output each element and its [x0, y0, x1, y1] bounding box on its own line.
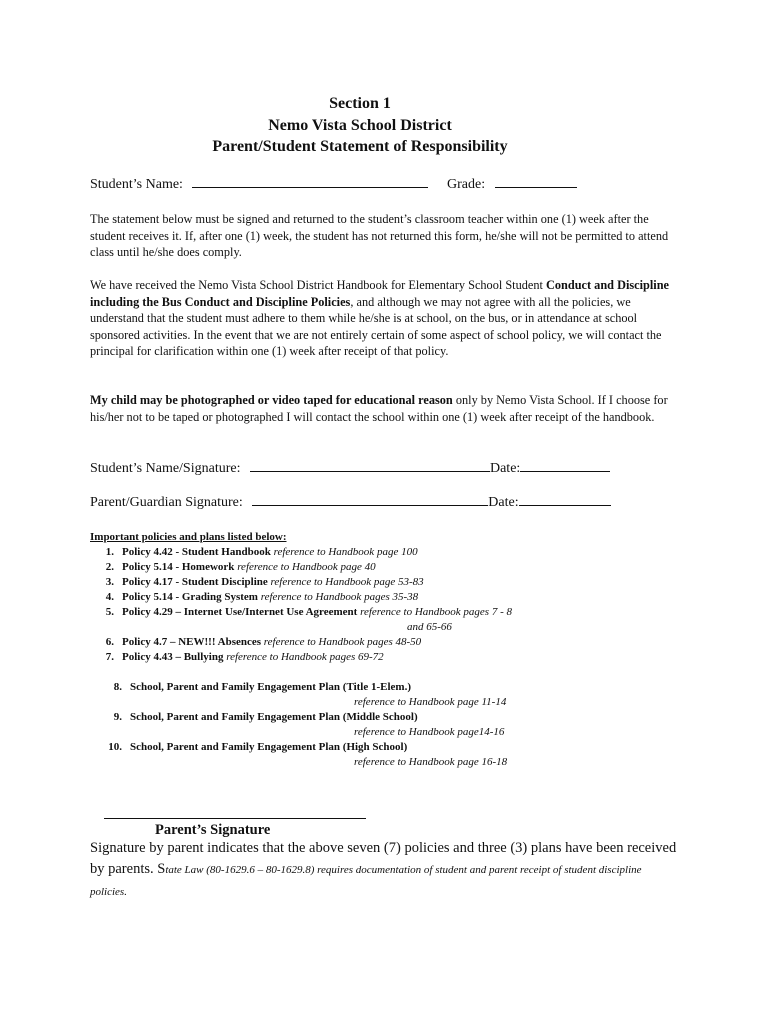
plan-reference: reference to Handbook page 16-18 — [354, 756, 508, 768]
parent-signature-statement: Signature by parent indicates that the above seven (7) policies and three (3) plans have been received by parents. State Law (80-1629.6 – 80-1629.8) requires documentation of student and parent receipt of student discipline policies. — [90, 840, 677, 898]
plan-list — [92, 680, 507, 770]
parent-date-field[interactable] — [519, 494, 611, 506]
student-signature-row — [90, 460, 610, 477]
district-heading: Nemo Vista School District — [268, 117, 452, 134]
policy-item: 7. Policy 4.43 – Bullying reference to Handbook pages 69-72 — [105, 651, 384, 663]
parent-signature-line[interactable] — [104, 818, 366, 819]
plan-reference: reference to Handbook page14-16 — [354, 726, 505, 738]
statement-heading: Parent/Student Statement of Responsibility — [212, 138, 508, 155]
student-signature-field[interactable] — [250, 460, 490, 472]
instruction-paragraph: The statement below must be signed and returned to the student’s classroom teacher within one (1) week after the student receives it. If, after one (1) week, the student has not returned this form, he/she will not be permitted to attend class until he/she does comply. — [90, 212, 669, 259]
handbook-policy-title: Conduct and Discipline including the Bus Conduct and Discipline Policies — [90, 278, 669, 309]
section-heading: Section 1 — [329, 95, 391, 112]
parent-date-label: Date: — [488, 495, 519, 510]
student-date-field[interactable] — [520, 460, 610, 472]
grade-row — [447, 176, 577, 193]
plan-reference: reference to Handbook page 11-14 — [354, 696, 507, 708]
grade-label: Grade: — [447, 177, 486, 192]
policy-item: 6. Policy 4.7 – NEW!!! Absences reference to Handbook pages 48-50 — [105, 636, 422, 648]
state-law-note: tate Law (80-1629.6 – 80-1629.8) requires documentation of student and parent receipt of student discipline policies. — [90, 864, 642, 898]
policy-item: 3. Policy 4.17 - Student Discipline reference to Handbook page 53-83 — [105, 576, 424, 588]
photo-consent-paragraph: My child may be photographed or video taped for educational reason only by Nemo Vista School. If I choose for his/her not to be taped or photographed I will contact the school within one (1) week after receipt of the handbook. — [90, 393, 668, 424]
policies-heading: Important policies and plans listed below: — [90, 531, 287, 543]
policy-item-continued: and 65-66 — [407, 621, 452, 633]
policy-item: 5. Policy 4.29 – Internet Use/Internet Use Agreement reference to Handbook pages 7 - 8 — [105, 606, 512, 618]
plan-item: 9. School, Parent and Family Engagement Plan (Middle School) — [113, 711, 418, 723]
student-signature-label: Student’s Name/Signature: — [90, 461, 241, 476]
policy-item: 1. Policy 4.42 - Student Handbook reference to Handbook page 100 — [105, 546, 418, 558]
handbook-paragraph: We have received the Nemo Vista School District Handbook for Elementary School Student Conduct and Discipline including the Bus Conduct and Discipline Policies, and although we may not agree with all the policies, we understand that the student must adhere to them while he/she is at school, on the bus, or in attendance at school sponsored activities. In the event that we are not entirely certain of some aspect of school policy, we will contact the principal for clarification within one (1) week after receipt of that policy. — [90, 278, 669, 358]
parent-signature-label: Parent/Guardian Signature: — [90, 495, 243, 510]
photo-consent-bold: My child may be photographed or video taped for educational reason — [90, 393, 453, 407]
student-name-field[interactable] — [192, 176, 428, 188]
student-date-label: Date: — [489, 461, 521, 476]
plan-item: 8. School, Parent and Family Engagement Plan (Title 1-Elem.) — [113, 681, 411, 693]
plan-item: 10. School, Parent and Family Engagement Plan (High School) — [108, 741, 408, 753]
policy-item: 4. Policy 5.14 - Grading System reference to Handbook pages 35-38 — [105, 591, 419, 603]
parent-signature-row — [90, 494, 611, 511]
grade-field[interactable] — [495, 176, 577, 188]
student-name-row — [90, 176, 428, 193]
student-name-label: Student’s Name: — [90, 177, 183, 192]
parent-signature-field[interactable] — [252, 494, 488, 506]
policy-list — [92, 545, 512, 665]
policy-item: 2. Policy 5.14 - Homework reference to Handbook page 40 — [105, 561, 376, 573]
parent-signature-heading: Parent’s Signature — [155, 822, 271, 838]
